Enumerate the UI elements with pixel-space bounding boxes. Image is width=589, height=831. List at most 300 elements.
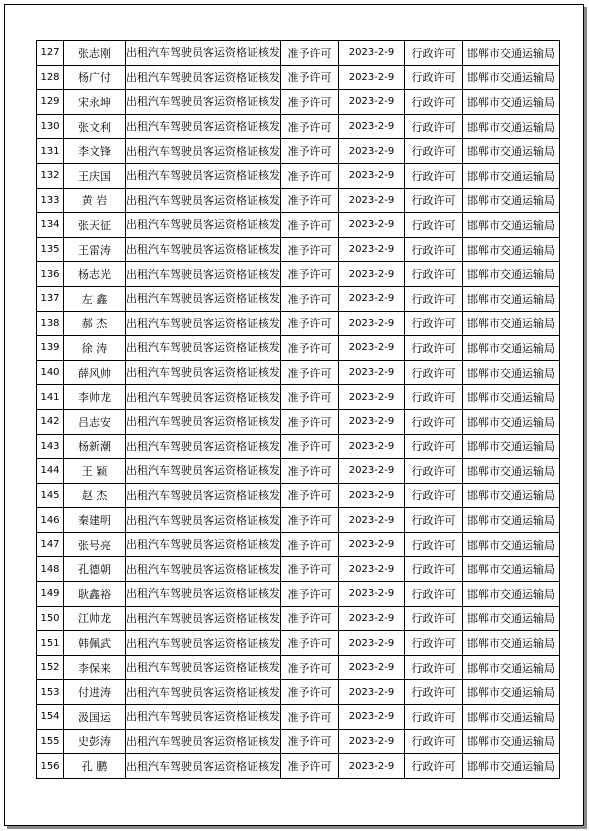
permit-category: 行政许可: [411, 489, 456, 503]
permit-category-cell: [405, 311, 463, 336]
applicant-name-cell: [64, 262, 126, 287]
issuing-authority-cell: [463, 336, 560, 361]
decision-date-cell: [339, 532, 405, 557]
issuing-authority-cell: [463, 631, 560, 656]
issuing-authority-cell: [463, 655, 560, 680]
decision: 准予许可: [287, 145, 332, 159]
decision-cell: [281, 459, 339, 484]
permit-category: 行政许可: [411, 292, 456, 306]
permit-category: 行政许可: [411, 710, 456, 724]
applicant-name-cell: [64, 139, 126, 164]
permit-item-cell: [126, 483, 281, 508]
permit-item-cell: [126, 360, 281, 385]
decision-date: 2023-2-9: [348, 391, 395, 403]
decision: 准予许可: [287, 514, 332, 528]
row-number: 141: [40, 391, 60, 403]
applicant-name-cell: [64, 655, 126, 680]
table-row: [37, 188, 560, 213]
permit-category: 行政许可: [411, 218, 456, 232]
applicant-name: 吕志安: [78, 415, 111, 429]
permit-item: 出租汽车驾驶员客运资格证核发: [126, 538, 280, 552]
decision: 准予许可: [287, 489, 332, 503]
permit-item-cell: [126, 729, 281, 754]
permit-category-cell: [405, 705, 463, 730]
row-number: 150: [40, 612, 60, 624]
permit-category: 行政许可: [411, 686, 456, 700]
applicant-name-cell: [64, 582, 126, 607]
applicant-name: 汲国运: [78, 710, 111, 724]
decision-cell: [281, 65, 339, 90]
applicant-name-cell: [64, 705, 126, 730]
table-row: [37, 90, 560, 115]
applicant-name: 张号亮: [78, 538, 111, 552]
issuing-authority-cell: [463, 483, 560, 508]
permit-item-cell: [126, 163, 281, 188]
permit-item: 出租汽车驾驶员客运资格证核发: [126, 611, 280, 625]
permit-item-cell: [126, 262, 281, 287]
table-row: [37, 508, 560, 533]
issuing-authority: 邯郸市交通运输局: [467, 464, 555, 478]
permit-category: 行政许可: [411, 661, 456, 675]
applicant-name-cell: [64, 213, 126, 238]
applicant-name: 薛风帅: [78, 366, 111, 380]
decision: 准予许可: [287, 415, 332, 429]
permit-item: 出租汽车驾驶员客运资格证核发: [126, 439, 280, 453]
applicant-name: 秦建明: [78, 514, 111, 528]
table-row: [37, 483, 560, 508]
issuing-authority: 邯郸市交通运输局: [467, 366, 555, 380]
permit-category-cell: [405, 483, 463, 508]
permit-category-cell: [405, 336, 463, 361]
permit-category: 行政许可: [411, 538, 456, 552]
applicant-name-cell: [64, 188, 126, 213]
row-number-cell: [37, 90, 64, 115]
row-number: 131: [40, 145, 60, 157]
applicant-name: 左 鑫: [81, 292, 108, 306]
permit-item: 出租汽车驾驶员客运资格证核发: [126, 734, 280, 748]
applicant-name: 杨广付: [78, 71, 111, 85]
permit-item: 出租汽车驾驶员客运资格证核发: [126, 587, 280, 601]
decision: 准予许可: [287, 95, 332, 109]
permit-item-cell: [126, 582, 281, 607]
decision-date-cell: [339, 459, 405, 484]
issuing-authority-cell: [463, 680, 560, 705]
issuing-authority: 邯郸市交通运输局: [467, 514, 555, 528]
permit-item-cell: [126, 385, 281, 410]
applicant-name-cell: [64, 163, 126, 188]
permit-table: [36, 40, 560, 779]
issuing-authority: 邯郸市交通运输局: [467, 612, 555, 626]
table-row: [37, 65, 560, 90]
permit-category-cell: [405, 606, 463, 631]
applicant-name-cell: [64, 606, 126, 631]
table-row: [37, 286, 560, 311]
permit-category-cell: [405, 360, 463, 385]
issuing-authority: 邯郸市交通运输局: [467, 661, 555, 675]
decision: 准予许可: [287, 46, 332, 60]
applicant-name-cell: [64, 65, 126, 90]
row-number-cell: [37, 336, 64, 361]
applicant-name: 宋永坤: [78, 95, 111, 109]
permit-category-cell: [405, 286, 463, 311]
row-number: 154: [40, 711, 60, 723]
table-row: [37, 360, 560, 385]
decision-date-cell: [339, 90, 405, 115]
applicant-name-cell: [64, 90, 126, 115]
row-number-cell: [37, 606, 64, 631]
row-number-cell: [37, 582, 64, 607]
decision-cell: [281, 557, 339, 582]
issuing-authority: 邯郸市交通运输局: [467, 440, 555, 454]
issuing-authority: 邯郸市交通运输局: [467, 46, 555, 60]
decision-date-cell: [339, 582, 405, 607]
row-number-cell: [37, 385, 64, 410]
permit-category-cell: [405, 532, 463, 557]
row-number: 136: [40, 268, 60, 280]
decision-cell: [281, 41, 339, 66]
decision-cell: [281, 483, 339, 508]
applicant-name-cell: [64, 483, 126, 508]
decision: 准予许可: [287, 637, 332, 651]
permit-item-cell: [126, 139, 281, 164]
permit-item: 出租汽车驾驶员客运资格证核发: [126, 661, 280, 675]
applicant-name: 李保来: [78, 661, 111, 675]
row-number: 137: [40, 293, 60, 305]
issuing-authority: 邯郸市交通运输局: [467, 341, 555, 355]
table-row: [37, 606, 560, 631]
permit-item-cell: [126, 705, 281, 730]
permit-category: 行政许可: [411, 243, 456, 257]
decision: 准予许可: [287, 268, 332, 282]
permit-item-cell: [126, 754, 281, 779]
decision-date: 2023-2-9: [348, 170, 395, 182]
decision-date: 2023-2-9: [348, 194, 395, 206]
page-shadow: [7, 826, 587, 829]
permit-category: 行政许可: [411, 563, 456, 577]
table-row: [37, 385, 560, 410]
permit-item-cell: [126, 508, 281, 533]
permit-category-cell: [405, 213, 463, 238]
row-number-cell: [37, 65, 64, 90]
table-row: [37, 237, 560, 262]
decision-cell: [281, 188, 339, 213]
permit-category: 行政许可: [411, 317, 456, 331]
permit-category-cell: [405, 114, 463, 139]
applicant-name: 李文锋: [78, 145, 111, 159]
permit-item-cell: [126, 459, 281, 484]
table-row: [37, 631, 560, 656]
issuing-authority-cell: [463, 508, 560, 533]
permit-item-cell: [126, 65, 281, 90]
permit-category: 行政许可: [411, 587, 456, 601]
issuing-authority-cell: [463, 90, 560, 115]
decision: 准予许可: [287, 661, 332, 675]
row-number-cell: [37, 729, 64, 754]
permit-item: 出租汽车驾驶员客运资格证核发: [126, 390, 280, 404]
permit-table-body: [37, 41, 560, 779]
permit-category-cell: [405, 163, 463, 188]
table-row: [37, 680, 560, 705]
permit-item: 出租汽车驾驶员客运资格证核发: [126, 70, 280, 84]
issuing-authority: 邯郸市交通运输局: [467, 538, 555, 552]
row-number: 143: [40, 440, 60, 452]
decision: 准予许可: [287, 120, 332, 134]
row-number: 153: [40, 686, 60, 698]
table-row: [37, 729, 560, 754]
decision-date: 2023-2-9: [348, 711, 395, 723]
applicant-name: 王 颖: [81, 464, 108, 478]
table-row: [37, 311, 560, 336]
permit-category-cell: [405, 434, 463, 459]
applicant-name: 赵 杰: [81, 489, 108, 503]
row-number-cell: [37, 754, 64, 779]
permit-category: 行政许可: [411, 145, 456, 159]
row-number-cell: [37, 139, 64, 164]
permit-item-cell: [126, 311, 281, 336]
table-row: [37, 557, 560, 582]
permit-item-cell: [126, 336, 281, 361]
permit-item: 出租汽车驾驶员客运资格证核发: [126, 488, 280, 502]
issuing-authority-cell: [463, 262, 560, 287]
permit-category-cell: [405, 237, 463, 262]
applicant-name-cell: [64, 631, 126, 656]
permit-item: 出租汽车驾驶员客运资格证核发: [126, 243, 280, 257]
row-number: 127: [40, 47, 60, 59]
permit-category-cell: [405, 41, 463, 66]
decision-date: 2023-2-9: [348, 416, 395, 428]
permit-category-cell: [405, 459, 463, 484]
decision-date: 2023-2-9: [348, 244, 395, 256]
applicant-name: 张天征: [78, 218, 111, 232]
applicant-name-cell: [64, 286, 126, 311]
decision: 准予许可: [287, 71, 332, 85]
permit-item: 出租汽车驾驶员客运资格证核发: [126, 464, 280, 478]
permit-category: 行政许可: [411, 194, 456, 208]
table-row: [37, 41, 560, 66]
applicant-name: 张文利: [78, 120, 111, 134]
decision-date: 2023-2-9: [348, 145, 395, 157]
row-number-cell: [37, 557, 64, 582]
decision-cell: [281, 311, 339, 336]
issuing-authority-cell: [463, 139, 560, 164]
permit-item-cell: [126, 114, 281, 139]
decision-date-cell: [339, 606, 405, 631]
permit-item: 出租汽车驾驶员客运资格证核发: [126, 685, 280, 699]
decision-date: 2023-2-9: [348, 121, 395, 133]
decision-date-cell: [339, 385, 405, 410]
permit-item: 出租汽车驾驶员客运资格证核发: [126, 513, 280, 527]
decision-date: 2023-2-9: [348, 563, 395, 575]
issuing-authority-cell: [463, 459, 560, 484]
permit-category: 行政许可: [411, 71, 456, 85]
row-number: 146: [40, 514, 60, 526]
issuing-authority: 邯郸市交通运输局: [467, 317, 555, 331]
decision-cell: [281, 631, 339, 656]
applicant-name: 史彭涛: [78, 735, 111, 749]
decision: 准予许可: [287, 391, 332, 405]
issuing-authority: 邯郸市交通运输局: [467, 489, 555, 503]
applicant-name-cell: [64, 434, 126, 459]
decision-date-cell: [339, 434, 405, 459]
issuing-authority-cell: [463, 754, 560, 779]
issuing-authority-cell: [463, 606, 560, 631]
decision: 准予许可: [287, 760, 332, 774]
decision-date: 2023-2-9: [348, 293, 395, 305]
row-number-cell: [37, 631, 64, 656]
permit-item: 出租汽车驾驶员客运资格证核发: [126, 316, 280, 330]
table-row: [37, 409, 560, 434]
table-row: [37, 754, 560, 779]
decision-date-cell: [339, 729, 405, 754]
issuing-authority-cell: [463, 557, 560, 582]
decision-cell: [281, 114, 339, 139]
permit-category: 行政许可: [411, 735, 456, 749]
applicant-name: 江帅龙: [78, 612, 111, 626]
issuing-authority-cell: [463, 311, 560, 336]
permit-category-cell: [405, 582, 463, 607]
decision-date: 2023-2-9: [348, 219, 395, 231]
issuing-authority-cell: [463, 65, 560, 90]
applicant-name-cell: [64, 114, 126, 139]
row-number: 132: [40, 170, 60, 182]
decision-date-cell: [339, 754, 405, 779]
decision: 准予许可: [287, 587, 332, 601]
permit-category: 行政许可: [411, 391, 456, 405]
issuing-authority: 邯郸市交通运输局: [467, 637, 555, 651]
applicant-name-cell: [64, 41, 126, 66]
decision-date-cell: [339, 65, 405, 90]
permit-category: 行政许可: [411, 120, 456, 134]
decision-date: 2023-2-9: [348, 686, 395, 698]
decision-date: 2023-2-9: [348, 612, 395, 624]
decision-date-cell: [339, 163, 405, 188]
issuing-authority-cell: [463, 705, 560, 730]
permit-category: 行政许可: [411, 760, 456, 774]
row-number-cell: [37, 680, 64, 705]
row-number: 133: [40, 194, 60, 206]
table-row: [37, 213, 560, 238]
permit-item: 出租汽车驾驶员客运资格证核发: [126, 46, 280, 60]
issuing-authority: 邯郸市交通运输局: [467, 71, 555, 85]
permit-category-cell: [405, 631, 463, 656]
issuing-authority: 邯郸市交通运输局: [467, 169, 555, 183]
row-number-cell: [37, 262, 64, 287]
row-number: 129: [40, 96, 60, 108]
row-number-cell: [37, 459, 64, 484]
permit-item: 出租汽车驾驶员客运资格证核发: [126, 415, 280, 429]
decision-date-cell: [339, 705, 405, 730]
permit-category: 行政许可: [411, 415, 456, 429]
decision: 准予许可: [287, 218, 332, 232]
permit-category: 行政许可: [411, 464, 456, 478]
decision-date-cell: [339, 262, 405, 287]
decision: 准予许可: [287, 464, 332, 478]
permit-category: 行政许可: [411, 46, 456, 60]
row-number-cell: [37, 705, 64, 730]
row-number: 149: [40, 588, 60, 600]
issuing-authority: 邯郸市交通运输局: [467, 95, 555, 109]
decision-date-cell: [339, 655, 405, 680]
row-number-cell: [37, 409, 64, 434]
row-number-cell: [37, 213, 64, 238]
decision: 准予许可: [287, 292, 332, 306]
row-number: 128: [40, 71, 60, 83]
permit-category-cell: [405, 90, 463, 115]
row-number: 139: [40, 342, 60, 354]
applicant-name-cell: [64, 508, 126, 533]
issuing-authority: 邯郸市交通运输局: [467, 760, 555, 774]
applicant-name-cell: [64, 754, 126, 779]
decision-date: 2023-2-9: [348, 514, 395, 526]
permit-category: 行政许可: [411, 366, 456, 380]
permit-item-cell: [126, 90, 281, 115]
decision-date-cell: [339, 114, 405, 139]
permit-category: 行政许可: [411, 440, 456, 454]
permit-item-cell: [126, 606, 281, 631]
permit-item: 出租汽车驾驶员客运资格证核发: [126, 636, 280, 650]
permit-category: 行政许可: [411, 95, 456, 109]
applicant-name-cell: [64, 385, 126, 410]
permit-category-cell: [405, 409, 463, 434]
issuing-authority-cell: [463, 213, 560, 238]
applicant-name: 李帅龙: [78, 391, 111, 405]
permit-item-cell: [126, 631, 281, 656]
decision-cell: [281, 532, 339, 557]
row-number-cell: [37, 188, 64, 213]
table-row: [37, 532, 560, 557]
decision-cell: [281, 237, 339, 262]
decision-cell: [281, 262, 339, 287]
row-number-cell: [37, 508, 64, 533]
applicant-name: 杨志光: [78, 268, 111, 282]
row-number: 142: [40, 416, 60, 428]
decision-date-cell: [339, 213, 405, 238]
applicant-name: 张志刚: [78, 46, 111, 60]
permit-item: 出租汽车驾驶员客运资格证核发: [126, 193, 280, 207]
decision-date: 2023-2-9: [348, 465, 395, 477]
issuing-authority: 邯郸市交通运输局: [467, 268, 555, 282]
page-shadow: [584, 7, 587, 829]
decision: 准予许可: [287, 686, 332, 700]
decision-date: 2023-2-9: [348, 539, 395, 551]
table-row: [37, 459, 560, 484]
applicant-name-cell: [64, 680, 126, 705]
applicant-name-cell: [64, 336, 126, 361]
permit-item: 出租汽车驾驶员客运资格证核发: [126, 759, 280, 773]
permit-category: 行政许可: [411, 637, 456, 651]
decision-date-cell: [339, 631, 405, 656]
decision-cell: [281, 434, 339, 459]
decision-date-cell: [339, 360, 405, 385]
row-number-cell: [37, 311, 64, 336]
permit-category-cell: [405, 262, 463, 287]
decision-cell: [281, 163, 339, 188]
row-number-cell: [37, 655, 64, 680]
row-number-cell: [37, 483, 64, 508]
row-number-cell: [37, 163, 64, 188]
row-number-cell: [37, 114, 64, 139]
row-number: 130: [40, 121, 60, 133]
decision: 准予许可: [287, 563, 332, 577]
applicant-name: 黄 岩: [81, 194, 108, 208]
applicant-name: 郝 杰: [81, 317, 108, 331]
applicant-name: 耿鑫裕: [78, 587, 111, 601]
applicant-name-cell: [64, 311, 126, 336]
decision-date-cell: [339, 41, 405, 66]
issuing-authority-cell: [463, 385, 560, 410]
permit-item: 出租汽车驾驶员客运资格证核发: [126, 95, 280, 109]
decision: 准予许可: [287, 735, 332, 749]
